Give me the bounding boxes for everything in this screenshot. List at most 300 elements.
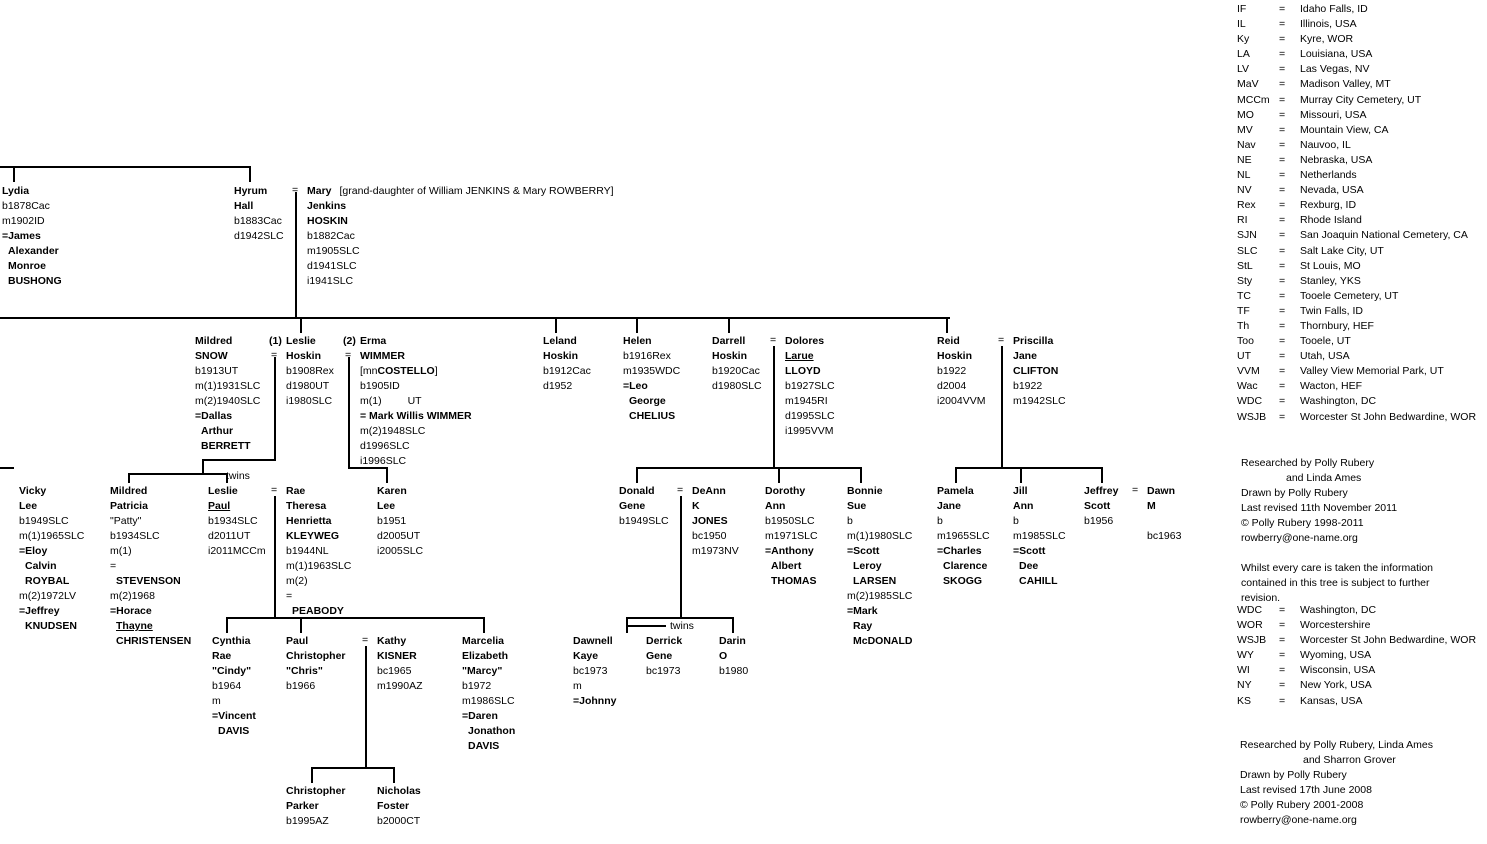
- person-christopher: [286, 784, 346, 829]
- name: Vicky: [19, 485, 47, 497]
- name: KISNER: [377, 650, 417, 662]
- credit-line: and Sharron Grover: [1303, 754, 1396, 766]
- person-dawn: [1147, 484, 1181, 544]
- name: Jane: [937, 500, 961, 512]
- birth: b1995AZ: [286, 815, 329, 827]
- name: SNOW: [195, 350, 228, 362]
- legend-code: LA: [1237, 48, 1250, 61]
- legend-desc: Wyoming, USA: [1300, 649, 1372, 662]
- disclaimer-line: revision.: [1241, 592, 1281, 604]
- legend-code: NV: [1237, 184, 1252, 197]
- spouse: Alexander: [8, 245, 59, 257]
- person-leland: [543, 334, 591, 394]
- marriage: m1935WDC: [623, 365, 681, 377]
- legend-equals: =: [1279, 108, 1286, 121]
- name: Donald: [619, 485, 655, 497]
- legend-desc: Tooele, UT: [1300, 335, 1351, 348]
- name: Helen: [623, 335, 652, 347]
- legend-desc: San Joaquin National Cemetery, CA: [1300, 229, 1468, 242]
- legend-equals: =: [1279, 123, 1286, 136]
- legend-equals: =: [1279, 18, 1286, 31]
- birth: b1922: [937, 365, 967, 377]
- legend-desc: Washington, DC: [1300, 395, 1377, 408]
- legend-code: WDC: [1237, 604, 1263, 616]
- twins-label: twins: [670, 620, 694, 632]
- spouse: =Eloy: [19, 545, 48, 557]
- legend-desc: St Louis, MO: [1300, 259, 1361, 272]
- burial: i1941SLC: [307, 275, 354, 287]
- legend-code: VVM: [1237, 365, 1260, 378]
- legend-equals: =: [1279, 395, 1286, 408]
- legend-desc: Las Vegas, NV: [1300, 63, 1370, 76]
- birth: b1934SLC: [208, 515, 258, 527]
- email: rowberry@one-name.org: [1240, 814, 1357, 826]
- death: d1995SLC: [785, 410, 835, 422]
- line-cynthia: [226, 617, 228, 633]
- legend-equals: =: [1279, 619, 1286, 632]
- name: Ann: [765, 500, 786, 512]
- legend-code: NY: [1237, 679, 1252, 692]
- legend-equals: =: [1279, 63, 1286, 76]
- maiden-name: COSTELLO: [377, 365, 435, 377]
- name: Lee: [19, 500, 38, 512]
- legend-equals: =: [1279, 78, 1286, 91]
- marriage: m(2)1940SLC: [195, 395, 261, 407]
- name: O: [719, 650, 728, 662]
- person-nicholas: [377, 784, 421, 829]
- copyright: © Polly Rubery 2001-2008: [1240, 799, 1364, 811]
- person-kathy: [377, 634, 423, 694]
- legend-desc: Kansas, USA: [1300, 694, 1363, 707]
- legend-desc: Wacton, HEF: [1300, 380, 1363, 393]
- name: Reid: [937, 335, 960, 347]
- legend-code: TF: [1237, 304, 1250, 317]
- spouse: =Jeffrey: [19, 605, 60, 617]
- spouse: ROYBAL: [25, 575, 70, 587]
- name: Patricia: [110, 500, 148, 512]
- nickname: "Chris": [286, 665, 323, 677]
- legend-desc: Missouri, USA: [1300, 108, 1367, 121]
- spouse: Ray: [853, 620, 873, 632]
- nickname: "Marcy": [462, 665, 503, 677]
- credit-line: Last revised 17th June 2008: [1240, 784, 1372, 796]
- spouse: BUSHONG: [8, 275, 62, 287]
- person-jill: [1013, 484, 1066, 589]
- line-hyrum-mary: [295, 192, 297, 318]
- legend-code: Nav: [1237, 138, 1256, 151]
- spouse: THOMAS: [771, 575, 817, 587]
- line-snow-kids-top: [202, 459, 276, 461]
- person-dorothy: [765, 484, 818, 589]
- marriage: m(1): [360, 395, 382, 407]
- legend-desc: Salt Lake City, UT: [1300, 244, 1384, 257]
- burial: i2011MCCm: [208, 545, 266, 557]
- name: Karen: [377, 485, 407, 497]
- name: Darin: [719, 635, 746, 647]
- legend-desc: Idaho Falls, ID: [1300, 3, 1368, 15]
- line-rae: [274, 496, 276, 619]
- spouse: =: [110, 560, 117, 572]
- birth: b1927SLC: [785, 380, 835, 392]
- birth: b1980: [719, 665, 749, 677]
- line-leland: [555, 317, 557, 333]
- death: d2005UT: [377, 530, 421, 542]
- marriage-mark: =: [271, 484, 278, 496]
- legend-desc: New York, USA: [1300, 679, 1372, 692]
- legend-code: UT: [1237, 350, 1251, 363]
- legend-code: Too: [1237, 335, 1254, 348]
- birth: b1956: [1084, 515, 1114, 527]
- legend-desc: Thornbury, HEF: [1300, 319, 1374, 332]
- legend-equals: =: [1279, 335, 1286, 348]
- death: d1941SLC: [307, 260, 357, 272]
- line-derrick: [732, 617, 734, 633]
- name: Hall: [234, 200, 254, 212]
- spouse: =Daren: [462, 710, 498, 722]
- legend-equals: =: [1279, 48, 1286, 61]
- name: Lee: [377, 500, 396, 512]
- spouse: =Scott: [847, 545, 880, 557]
- copyright: © Polly Rubery 1998-2011: [1241, 517, 1364, 529]
- birth: b1934SLC: [110, 530, 160, 542]
- legend-equals: =: [1279, 604, 1286, 616]
- death: d1980SLC: [712, 380, 762, 392]
- credit-line: Drawn by Polly Rubery: [1240, 769, 1347, 781]
- legend-desc: Tooele Cemetery, UT: [1300, 289, 1399, 302]
- name: Ann: [1013, 500, 1034, 512]
- name: Mildred: [195, 335, 233, 347]
- credit-line: Last revised 11th November 2011: [1241, 502, 1398, 514]
- legend-code: RI: [1237, 214, 1248, 227]
- legend-equals: =: [1279, 184, 1286, 197]
- marriage-mark: =: [362, 634, 369, 646]
- birth: b1950SLC: [765, 515, 815, 527]
- name: Leland: [543, 335, 577, 347]
- maiden-label: [mn: [360, 365, 378, 377]
- marriage-number: (1): [269, 335, 282, 347]
- name: JONES: [692, 515, 728, 527]
- legend-desc: Louisiana, USA: [1300, 48, 1373, 61]
- person-marcelia: [462, 634, 515, 754]
- legend-code: Rex: [1237, 199, 1256, 212]
- person-jeffrey: [1084, 484, 1118, 529]
- birth: bc1950: [692, 530, 727, 542]
- death: d1952: [543, 380, 573, 392]
- marriage: m1990AZ: [377, 680, 423, 692]
- marriage: m1945RI: [785, 395, 828, 407]
- birth: b1951: [377, 515, 407, 527]
- legend-code: WSJB: [1237, 410, 1267, 423]
- marriage: m: [212, 695, 221, 707]
- legend-code: StL: [1237, 259, 1253, 272]
- spouse: =Horace: [110, 605, 152, 617]
- marriage: m(2): [286, 575, 308, 587]
- maiden-label: ]: [434, 365, 438, 377]
- birth: bc1963: [1147, 530, 1182, 542]
- legend-code: WY: [1237, 649, 1254, 662]
- legend-code: MV: [1237, 123, 1253, 136]
- marriage-mark: =: [1132, 484, 1139, 496]
- marriage: m(1)1963SLC: [286, 560, 352, 572]
- marriage: m(2)1972LV: [19, 590, 77, 602]
- credits-2008: [1240, 738, 1433, 828]
- burial: i1995VVM: [785, 425, 834, 437]
- name: Cynthia: [212, 635, 251, 647]
- line-dorothy: [778, 467, 780, 483]
- spouse: Thayne: [116, 620, 153, 632]
- death: d1980UT: [286, 380, 330, 392]
- name: Theresa: [286, 500, 327, 512]
- spouse: CAHILL: [1019, 575, 1058, 587]
- marriage: m(2)1985SLC: [847, 590, 913, 602]
- marriage: m1971SLC: [765, 530, 818, 542]
- name: Dawnell: [573, 635, 613, 647]
- nickname: "Patty": [110, 515, 142, 527]
- legend-code: TC: [1237, 289, 1251, 302]
- name: Jeffrey: [1084, 485, 1119, 497]
- person-reid: [937, 334, 985, 409]
- legend-equals: =: [1279, 694, 1286, 707]
- name: CLIFTON: [1013, 365, 1059, 377]
- birth: b1944NL: [286, 545, 329, 557]
- line-deann: [680, 496, 682, 619]
- marriage: m(1)1931SLC: [195, 380, 261, 392]
- name: Christopher: [286, 785, 346, 797]
- name: Derrick: [646, 635, 683, 647]
- birth: b1882Cac: [307, 230, 355, 242]
- line-rae-kids: [226, 617, 485, 619]
- legend-equals: =: [1279, 380, 1286, 393]
- legend-equals: =: [1279, 138, 1286, 151]
- line-jill: [1020, 467, 1022, 483]
- spouse: =Vincent: [212, 710, 256, 722]
- birth: b1905ID: [360, 380, 400, 392]
- line-hyrum: [249, 166, 251, 182]
- legend-equals: =: [1279, 649, 1286, 662]
- birth: b: [937, 515, 943, 527]
- line-children: [0, 317, 950, 319]
- spouse: Dee: [1019, 560, 1039, 572]
- line-snow: [274, 357, 276, 461]
- name: Priscilla: [1013, 335, 1054, 347]
- spouse: STEVENSON: [116, 575, 181, 587]
- disclaimer: [1241, 561, 1433, 606]
- line-marcelia: [483, 617, 485, 633]
- name: WIMMER: [360, 350, 405, 362]
- spouse: =Mark: [847, 605, 878, 617]
- legend-desc: Worcestershire: [1300, 619, 1371, 632]
- legend-equals: =: [1279, 410, 1286, 423]
- legend-code: Th: [1237, 319, 1250, 332]
- person-derrick: [646, 634, 682, 679]
- person-helen: [623, 334, 680, 424]
- spouse: Monroe: [8, 260, 46, 272]
- legend-equals: =: [1279, 350, 1286, 363]
- birth: b1972: [462, 680, 492, 692]
- legend-desc: Netherlands: [1300, 169, 1357, 182]
- spouse: Calvin: [25, 560, 57, 572]
- legend-code: KS: [1237, 694, 1252, 707]
- person-hyrum: [234, 184, 284, 244]
- legend-equals: =: [1279, 259, 1286, 272]
- spouse: McDONALD: [853, 635, 913, 647]
- burial: i1980SLC: [286, 395, 333, 407]
- legend-code: SJN: [1237, 229, 1257, 242]
- person-karen: [377, 484, 423, 559]
- legend-equals: =: [1279, 304, 1286, 317]
- line-top: [0, 166, 251, 168]
- marriage-mark: =: [345, 349, 352, 361]
- death: d1942SLC: [234, 230, 284, 242]
- legend-code: NL: [1237, 169, 1251, 182]
- name: Jill: [1013, 485, 1028, 497]
- person-mary: [307, 184, 614, 289]
- birth: b1908Rex: [286, 365, 334, 377]
- person-cynthia: [212, 634, 256, 739]
- twins-label: twins: [226, 470, 250, 482]
- person-leslie-paul: [208, 484, 266, 559]
- line-priscilla: [1001, 346, 1003, 468]
- legend-equals: =: [1279, 634, 1286, 647]
- birth: b2000CT: [377, 815, 421, 827]
- line-bonnie: [860, 467, 862, 483]
- legend-code: WOR: [1237, 619, 1263, 632]
- marriage-mark: =: [770, 334, 777, 346]
- spouse: CHELIUS: [629, 410, 676, 422]
- name: DeAnn: [692, 485, 726, 497]
- legend-desc: Mountain View, CA: [1300, 123, 1389, 136]
- death: d1996SLC: [360, 440, 410, 452]
- birth: b: [847, 515, 853, 527]
- person-erma: [360, 334, 472, 469]
- disclaimer-line: Whilst every care is taken the information: [1241, 562, 1433, 574]
- legend-equals: =: [1279, 274, 1286, 287]
- birth: bc1973: [646, 665, 681, 677]
- legend-desc: Twin Falls, ID: [1300, 304, 1364, 317]
- spouse: KNUDSEN: [25, 620, 77, 632]
- spouse: =Charles: [937, 545, 982, 557]
- name: Hoskin: [937, 350, 973, 362]
- spouse: Arthur: [201, 425, 234, 437]
- person-priscilla: [1013, 334, 1066, 409]
- name: Hoskin: [543, 350, 579, 362]
- legend-equals: =: [1279, 679, 1286, 692]
- marriage-mark: =: [677, 484, 684, 496]
- birth: b1922: [1013, 380, 1043, 392]
- name: Jane: [1013, 350, 1037, 362]
- legend-desc: Utah, USA: [1300, 350, 1350, 363]
- name: LLOYD: [785, 365, 821, 377]
- person-rae: [286, 484, 351, 619]
- credit-line: Researched by Polly Rubery, Linda Ames: [1240, 739, 1433, 751]
- marriage: m1985SLC: [1013, 530, 1066, 542]
- spouse: Leroy: [853, 560, 882, 572]
- person-bonnie: [847, 484, 913, 649]
- legend-code: MaV: [1237, 78, 1259, 91]
- legend-equals: =: [1279, 33, 1286, 46]
- line-reid: [946, 317, 948, 333]
- birth: b1878Cac: [2, 200, 50, 212]
- burial: i1996SLC: [360, 455, 407, 467]
- person-darrell: [712, 334, 762, 394]
- birth: b: [1013, 515, 1019, 527]
- death: d2011UT: [208, 530, 251, 542]
- line-kathy: [365, 646, 367, 768]
- line-donald: [636, 467, 638, 483]
- name: Nicholas: [377, 785, 421, 797]
- legend-desc: Rexburg, ID: [1300, 199, 1357, 212]
- legend-desc: Illinois, USA: [1300, 18, 1357, 31]
- legend-desc: Nevada, USA: [1300, 184, 1364, 197]
- legend-code: WSJB: [1237, 634, 1267, 647]
- spouse: Clarence: [943, 560, 988, 572]
- marriage: m1902ID: [2, 215, 45, 227]
- spouse: =: [286, 590, 293, 602]
- legend-desc: Nauvoo, IL: [1300, 138, 1351, 151]
- name: Hyrum: [234, 185, 268, 197]
- legend-code: WI: [1237, 664, 1250, 677]
- legend-equals: =: [1279, 244, 1286, 257]
- marriage-mark: =: [271, 349, 278, 361]
- person-mildred-patricia: [110, 484, 191, 649]
- line-dolores-kids: [636, 467, 862, 469]
- legend-desc: Worcester St John Bedwardine, WOR: [1300, 634, 1477, 647]
- name: Hoskin: [286, 350, 322, 362]
- name: Rae: [286, 485, 306, 497]
- legend-equals: =: [1279, 664, 1286, 677]
- line-darrell: [728, 317, 730, 333]
- name: Pamela: [937, 485, 974, 497]
- spouse: =James: [2, 230, 41, 242]
- legend-code: IL: [1237, 18, 1246, 31]
- legend-equals: =: [1279, 93, 1286, 106]
- marriage: m(2)1948SLC: [360, 425, 426, 437]
- spouse: =Johnny: [573, 695, 617, 707]
- marriage: m(2)1968: [110, 590, 155, 602]
- birth: b1913UT: [195, 365, 239, 377]
- spouse: =Dallas: [195, 410, 233, 422]
- name: Gene: [619, 500, 646, 512]
- name: Mildred: [110, 485, 148, 497]
- name: HOSKIN: [307, 215, 348, 227]
- name: Erma: [360, 335, 387, 347]
- line-priscilla-kids: [955, 467, 1103, 469]
- legend-desc: Worcester St John Bedwardine, WOR: [1300, 410, 1477, 423]
- name: Hoskin: [712, 350, 748, 362]
- line-snow-kids-mid: [202, 459, 204, 474]
- line-lydia: [13, 166, 15, 182]
- line-nicholas: [393, 767, 395, 783]
- spouse: PEABODY: [292, 605, 344, 617]
- person-deann: [692, 484, 739, 559]
- credit-line: Drawn by Polly Rubery: [1241, 487, 1348, 499]
- name: Henrietta: [286, 515, 332, 527]
- spouse: SKOGG: [943, 575, 983, 587]
- legend-equals: =: [1279, 289, 1286, 302]
- legend-desc: Valley View Memorial Park, UT: [1300, 365, 1444, 378]
- birth: b1966: [286, 680, 316, 692]
- marriage-place: UT: [407, 395, 422, 407]
- credits-2011: [1241, 456, 1397, 546]
- spouse: Jonathon: [468, 725, 516, 737]
- legend-code: MCCm: [1237, 93, 1270, 106]
- legend-code: Ky: [1237, 33, 1250, 46]
- name: Christopher: [286, 650, 346, 662]
- name: Paul: [286, 635, 309, 647]
- marriage: m1986SLC: [462, 695, 515, 707]
- email: rowberry@one-name.org: [1241, 532, 1358, 544]
- spouse: CHRISTENSEN: [116, 635, 192, 647]
